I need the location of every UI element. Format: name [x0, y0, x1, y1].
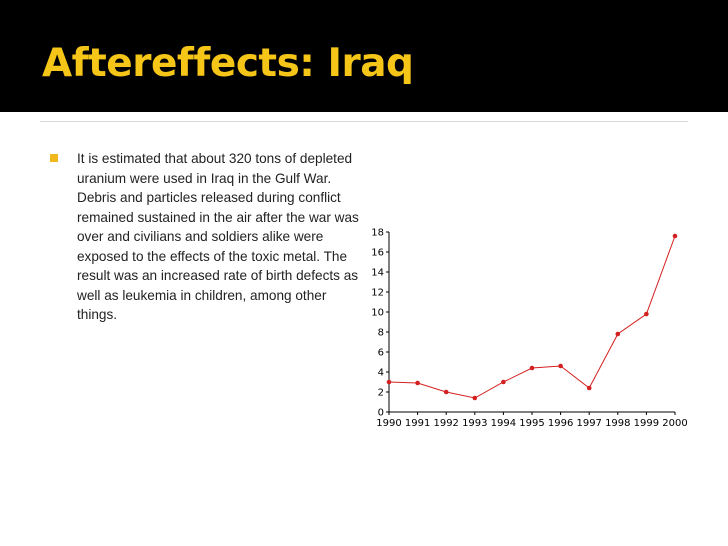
data-point	[644, 312, 649, 317]
x-tick-label: 1995	[519, 418, 545, 429]
y-tick-label: 4	[377, 367, 384, 379]
y-tick-label: 14	[371, 267, 384, 279]
chart-canvas	[360, 220, 690, 435]
y-tick-label: 2	[377, 387, 384, 399]
x-tick-label: 1990	[376, 418, 402, 429]
x-tick-label: 1998	[605, 418, 631, 429]
x-tick-label: 1994	[490, 418, 517, 429]
y-tick-label: 12	[371, 287, 384, 299]
y-tick-label: 10	[371, 307, 384, 319]
series-line	[389, 236, 675, 398]
title-divider	[40, 121, 688, 122]
data-point	[530, 366, 535, 371]
y-tick-label: 18	[371, 227, 384, 239]
x-tick-label: 1991	[404, 418, 431, 429]
title-bar	[0, 0, 728, 112]
data-point	[415, 381, 420, 386]
data-point	[558, 364, 563, 369]
birth-defects-line-chart	[360, 220, 690, 435]
y-tick-label: 8	[377, 327, 384, 339]
x-tick-label: 1992	[433, 418, 459, 429]
x-tick-label: 1999	[633, 418, 660, 429]
y-tick-label: 0	[377, 407, 384, 419]
x-tick-label: 1993	[462, 418, 488, 429]
x-tick-label: 2000	[662, 418, 688, 429]
data-point	[587, 386, 592, 391]
y-tick-label: 6	[377, 347, 384, 359]
y-tick-label: 16	[371, 247, 384, 259]
data-point	[473, 396, 478, 401]
data-point	[387, 380, 392, 385]
square-bullet-icon	[50, 154, 58, 162]
data-point	[444, 390, 449, 395]
bullet-text: It is estimated that about 320 tons of depleted uranium were used in Iraq in the Gulf War. Debris and particles released during conflict remained sustained in the air after the war was over and civilians and soldiers alike were exposed to the effects of the toxic metal. The result was an increased rate of birth defects as well as leukemia in children, among other things.	[77, 151, 359, 322]
x-tick-label: 1997	[576, 418, 602, 429]
slide-title: Aftereffects: Iraq	[42, 41, 414, 86]
data-point	[501, 380, 506, 385]
x-tick-label: 1996	[547, 418, 574, 429]
data-point	[616, 332, 621, 337]
data-point	[673, 234, 678, 239]
